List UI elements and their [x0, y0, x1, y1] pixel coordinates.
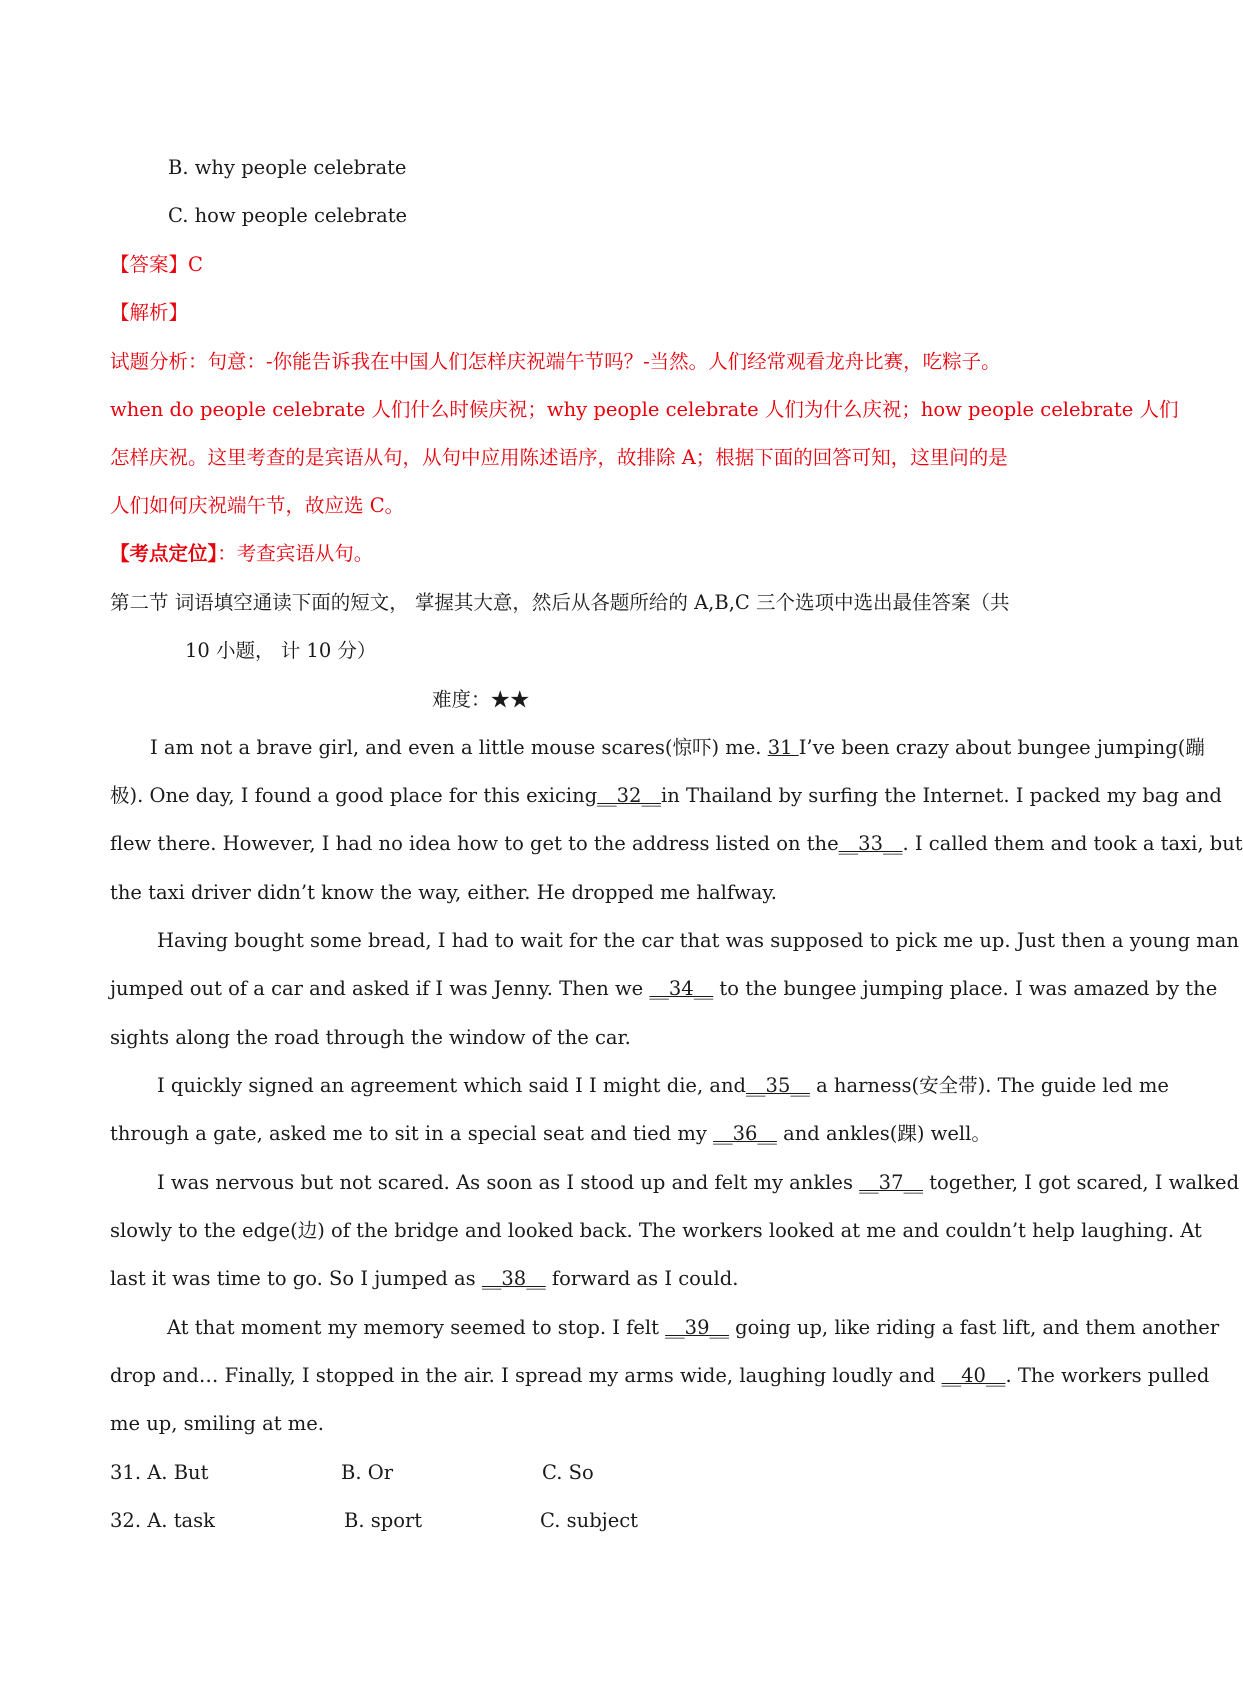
passage-p5-line-2	[110, 1362, 1209, 1390]
text-run: a harness(安全带). The guide led me	[809, 1074, 1169, 1097]
blank-40: __40__	[941, 1364, 1006, 1387]
text-run: drop and… Finally, I stopped in the air. I spread my arms wide, laughing loudly and	[110, 1364, 942, 1387]
text-run: I quickly signed an agreement which said I I might die, and	[157, 1074, 747, 1097]
text-run: in Thailand by surfing the Internet. I packed my bag and	[660, 784, 1222, 807]
blank-35: __35__	[746, 1074, 810, 1097]
analysis-line-1: 试题分析：句意：-你能告诉我在中国人们怎样庆祝端午节吗？-当然。人们经常观看龙舟比赛，吃粽子。	[110, 350, 1001, 373]
difficulty-label: 难度：★★	[432, 688, 530, 711]
option-c-prev: C. how people celebrate	[168, 204, 408, 227]
blank-38: __38__	[481, 1267, 546, 1290]
text-run: I’ve been crazy about bungee jumping(蹦	[798, 736, 1205, 759]
analysis-line-2: when do people celebrate 人们什么时候庆祝；why people celebrate 人们为什么庆祝；how people celebrate 人们	[110, 398, 1179, 421]
kaodian-label: 【考点定位】	[110, 542, 218, 565]
text-run: . I called them and took a taxi, but	[902, 832, 1243, 855]
text-run: through a gate, asked me to sit in a special seat and tied my	[110, 1122, 714, 1145]
passage-p2-line-3: sights along the road through the window of the car.	[110, 1026, 631, 1049]
kaodian-line	[110, 540, 373, 568]
question-32	[110, 1507, 1110, 1535]
question-31-option-c: C. So	[542, 1461, 594, 1484]
blank-39: __39__	[665, 1316, 729, 1339]
question-31	[110, 1459, 1110, 1487]
passage-p1-line-4: the taxi driver didn’t know the way, either. He dropped me halfway.	[110, 881, 777, 904]
passage-p3-line-2	[110, 1120, 991, 1148]
passage-p5-line-1	[167, 1314, 1219, 1342]
text-run: flew there. However, I had no idea how to get to the address listed on the	[110, 832, 839, 855]
kaodian-text: ：考查宾语从句。	[217, 542, 374, 565]
text-run: forward as I could.	[545, 1267, 739, 1290]
text-run: last it was time to go. So I jumped as	[110, 1267, 482, 1290]
question-32-option-c: C. subject	[540, 1509, 639, 1532]
passage-p4-line-3	[110, 1265, 738, 1293]
blank-31: 31	[767, 736, 799, 759]
blank-33: __33__	[838, 832, 903, 855]
answer-value: C	[188, 253, 203, 276]
text-run: . The workers pulled	[1005, 1364, 1210, 1387]
section-title-line-1: 第二节 词语填空通读下面的短文， 掌握其大意，然后从各题所给的 A,B,C 三个选项中选出最佳答案（共	[110, 591, 1010, 614]
passage-p4-line-1	[157, 1169, 1239, 1197]
answer-line	[110, 251, 203, 279]
blank-34: __34__	[649, 977, 714, 1000]
blank-37: __37__	[859, 1171, 923, 1194]
passage-p3-line-1	[157, 1072, 1169, 1100]
blank-32: __32__	[597, 784, 661, 807]
text-run: together, I got scared, I walked	[923, 1171, 1240, 1194]
passage-p4-line-2: slowly to the edge(边) of the bridge and looked back. The workers looked at me and couldn’t help laughing. At	[110, 1219, 1202, 1242]
text-run: going up, like riding a fast lift, and them another	[728, 1316, 1220, 1339]
passage-p5-line-3: me up, smiling at me.	[110, 1412, 325, 1435]
question-31-option-a: 31. A. But	[110, 1461, 209, 1484]
analysis-line-4: 人们如何庆祝端午节，故应选 C。	[110, 494, 405, 517]
text-run: to the bungee jumping place. I was amazed by the	[713, 977, 1218, 1000]
passage-p1-line-1	[150, 734, 1205, 762]
text-run: At that moment my memory seemed to stop. I felt	[167, 1316, 666, 1339]
text-run: I was nervous but not scared. As soon as I stood up and felt my ankles	[157, 1171, 860, 1194]
passage-p2-line-1: Having bought some bread, I had to wait for the car that was supposed to pick me up. Just then a young man	[157, 929, 1239, 952]
blank-36: __36__	[713, 1122, 777, 1145]
passage-p2-line-2	[110, 975, 1217, 1003]
text-run: and ankles(踝) well。	[776, 1122, 991, 1145]
question-32-option-a: 32. A. task	[110, 1509, 215, 1532]
analysis-line-3: 怎样庆祝。这里考查的是宾语从句，从句中应用陈述语序，故排除 A；根据下面的回答可知，这里问的是	[110, 446, 1008, 469]
analysis-label: 【解析】	[110, 301, 189, 324]
option-b-prev: B. why people celebrate	[168, 156, 407, 179]
section-title-line-2: 10 小题， 计 10 分）	[185, 639, 377, 662]
question-31-option-b: B. Or	[341, 1461, 394, 1484]
question-32-option-b: B. sport	[344, 1509, 423, 1532]
text-run: 极). One day, I found a good place for this exicing	[110, 784, 598, 807]
text-run: I am not a brave girl, and even a little mouse scares(惊吓) me.	[150, 736, 768, 759]
text-run: jumped out of a car and asked if I was Jenny. Then we	[110, 977, 650, 1000]
answer-label: 【答案】	[110, 253, 189, 276]
passage-p1-line-2	[110, 782, 1222, 810]
passage-p1-line-3	[110, 830, 1243, 858]
